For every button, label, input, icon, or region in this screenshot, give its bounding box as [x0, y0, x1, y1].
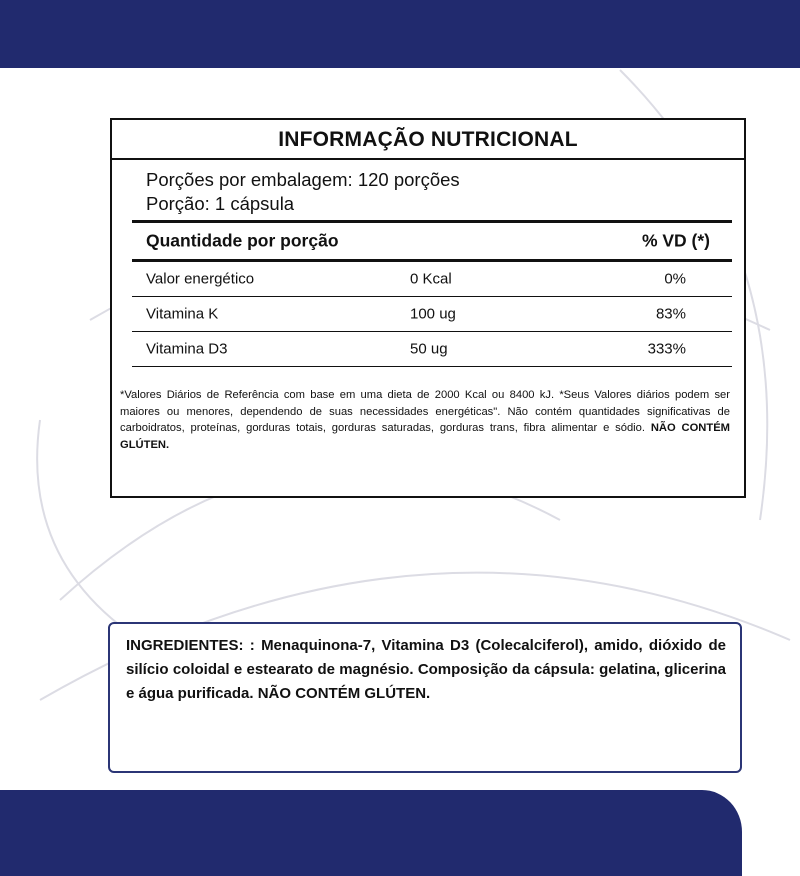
row-vd: 0% [664, 270, 686, 288]
footnote [112, 367, 744, 453]
row-name: Vitamina D3 [146, 340, 228, 358]
nutrition-facts-table [110, 118, 746, 498]
portions-per-package: Porções por embalagem: 120 porções [146, 169, 460, 190]
portion-size: Porção: 1 cápsula [146, 193, 295, 214]
nutrition-title: INFORMAÇÃO NUTRICIONAL [112, 120, 744, 160]
ingredients-box [108, 622, 742, 773]
header-vd: % VD (*) [641, 230, 710, 251]
row-amount: 50 ug [410, 340, 448, 358]
row-amount: 100 ug [410, 305, 456, 323]
ingredients-gluten-warning: NÃO CONTÉM GLÚTEN. [257, 685, 431, 702]
ingredients-label: INGREDIENTES: : [126, 637, 255, 654]
bottom-brand-band [0, 790, 742, 876]
header-quantity: Quantidade por porção [146, 230, 339, 251]
table-row [132, 332, 732, 367]
table-row [132, 297, 732, 332]
row-name: Valor energético [146, 270, 255, 288]
row-name: Vitamina K [146, 305, 219, 323]
table-row [132, 262, 732, 297]
portion-info [112, 160, 744, 216]
row-amount: 0 Kcal [410, 270, 452, 288]
row-vd: 83% [655, 305, 686, 323]
footnote-text: *Valores Diários de Referência com base em uma dieta de 2000 Kcal ou 8400 kJ. *Seus Valores diários podem ser maiores ou menores, dependendo de suas necessidades energéticas". Não contém quantidades significativas de carboidratos, proteínas, gorduras totais, gorduras saturadas, gorduras trans, fibra alimentar e sódio. [120, 389, 730, 434]
footnote-gluten-warning: NÃO CONTÉM GLÚTEN. [120, 422, 730, 451]
row-vd: 333% [647, 340, 686, 358]
table-header [132, 220, 732, 262]
ingredients-text: Menaquinona-7, Vitamina D3 (Colecalciferol), amido, dióxido de silício coloidal e estearato de magnésio. Composição da cápsula: gelatina, glicerina e água purificada. [126, 637, 726, 702]
